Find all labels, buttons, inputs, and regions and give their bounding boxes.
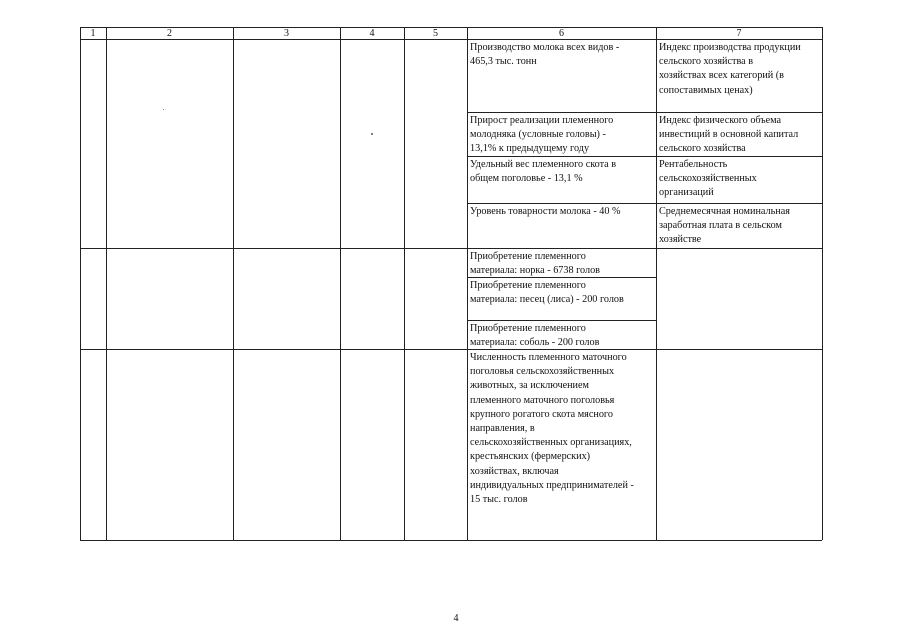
cell-line: Среднемесячная номинальная xyxy=(659,206,790,217)
header-cell-5: 5 xyxy=(433,28,438,39)
cell-line: Индекс производства продукции xyxy=(659,42,801,53)
cell-production-index xyxy=(659,41,801,98)
header-cell-7: 7 xyxy=(736,28,742,39)
col-border xyxy=(822,27,823,540)
cell-mink-purchase xyxy=(470,250,600,278)
cell-line: сельскохозяйственных организациях, xyxy=(470,437,632,449)
header-cell-1: 1 xyxy=(90,28,96,39)
cell-milk-production xyxy=(470,41,619,69)
cell-line: поголовья сельскохозяйственных xyxy=(470,366,615,378)
page-number: 4 xyxy=(453,613,459,624)
cell-line: хозяйстве xyxy=(659,234,702,246)
cell-line: Уровень товарности молока - 40 % xyxy=(470,206,621,217)
cell-breeding-livestock xyxy=(470,351,634,507)
cell-line: Рентабельность xyxy=(659,159,728,170)
cell-profitability xyxy=(659,158,757,201)
cell-line: 13,1% к предыдущему году xyxy=(470,143,590,155)
cell-line: животных, за исключением xyxy=(470,380,589,392)
header-cell-3: 3 xyxy=(284,28,289,39)
cell-line: материала: соболь - 200 голов xyxy=(470,337,600,349)
scan-speck xyxy=(163,109,164,110)
row-border xyxy=(467,320,656,321)
cell-line: Приобретение племенного xyxy=(470,323,586,334)
cell-line: племенного маточного поголовья xyxy=(470,394,615,406)
row-border xyxy=(80,349,822,350)
row-border xyxy=(80,540,822,541)
cell-line: 15 тыс. голов xyxy=(470,494,528,506)
col-border xyxy=(340,27,341,540)
col-border xyxy=(656,27,657,540)
cell-line: сопоставимых ценах) xyxy=(659,84,753,96)
header-cell-6: 6 xyxy=(559,28,564,39)
cell-line: Производство молока всех видов - xyxy=(470,42,620,53)
cell-breeding-share xyxy=(470,158,616,186)
cell-breeding-growth xyxy=(470,114,613,157)
cell-average-salary xyxy=(659,205,790,248)
col-border xyxy=(106,27,107,540)
scan-speck xyxy=(371,133,373,135)
cell-line: материала: песец (лиса) - 200 голов xyxy=(470,294,624,306)
cell-line: сельскохозяйственных xyxy=(659,173,757,185)
cell-line: организаций xyxy=(659,187,714,199)
cell-line: Приобретение племенного xyxy=(470,251,586,262)
cell-line: крестьянских (фермерских) xyxy=(470,451,591,463)
cell-line: хозяйствах, включая xyxy=(470,465,559,477)
row-border xyxy=(467,203,822,204)
cell-line: материала: норка - 6738 голов xyxy=(470,265,600,277)
cell-line: направления, в xyxy=(470,423,535,435)
cell-fox-purchase xyxy=(470,279,624,307)
col-border xyxy=(467,27,468,540)
cell-line: Удельный вес племенного скота в xyxy=(470,159,617,170)
row-border xyxy=(80,248,822,249)
cell-line: Приобретение племенного xyxy=(470,280,586,291)
cell-line: общем поголовье - 13,1 % xyxy=(470,173,583,185)
col-border xyxy=(80,27,81,540)
cell-line: Численность племенного маточного xyxy=(470,352,627,363)
cell-line: Прирост реализации племенного xyxy=(470,115,614,126)
cell-line: сельского хозяйства в xyxy=(659,56,753,68)
row-border xyxy=(467,112,822,113)
cell-line: крупного рогатого скота мясного xyxy=(470,408,613,420)
cell-line: молодняка (условные головы) - xyxy=(470,129,606,141)
header-cell-2: 2 xyxy=(167,28,172,39)
cell-line: сельского хозяйства xyxy=(659,143,746,155)
col-border xyxy=(233,27,234,540)
cell-investment-index xyxy=(659,114,798,157)
cell-line: заработная плата в сельском xyxy=(659,220,782,232)
cell-line: индивидуальных предпринимателей - xyxy=(470,479,634,491)
row-border xyxy=(80,39,822,40)
cell-line: 465,3 тыс. тонн xyxy=(470,56,537,68)
cell-sable-purchase xyxy=(470,322,599,350)
cell-line: Индекс физического объема xyxy=(659,115,782,126)
cell-line: хозяйствах всех категорий (в xyxy=(659,70,784,82)
cell-milk-marketability xyxy=(470,205,621,219)
cell-line: инвестиций в основной капитал xyxy=(659,129,799,141)
header-cell-4: 4 xyxy=(369,28,375,39)
col-border xyxy=(404,27,405,540)
